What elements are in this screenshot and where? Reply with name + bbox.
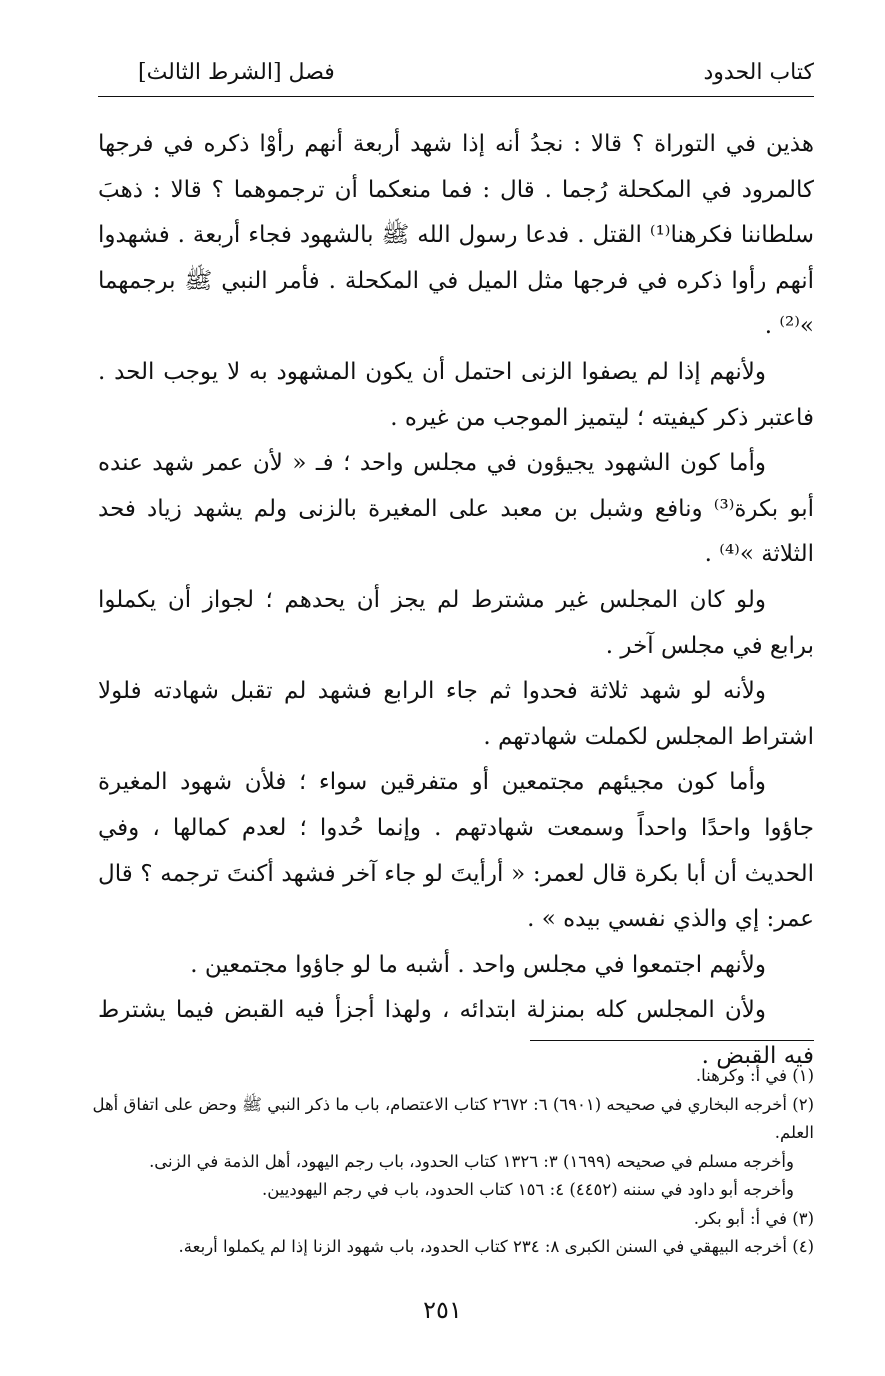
footnote: وأخرجه مسلم في صحيحه (١٦٩٩) ٣: ١٣٢٦ كتاب الحدود، باب رجم اليهود، أهل الذمة في الزنى. [149, 1151, 794, 1171]
paragraph: ولو كان المجلس غير مشترط لم يجز أن يحدهم ؛ لجواز أن يكملوا برابع في مجلس آخر . [98, 586, 814, 659]
page-number: ٢٥١ [423, 1296, 462, 1324]
footnote-divider [530, 1040, 814, 1041]
footnote: (٣) في أ: أبو بكر. [693, 1208, 814, 1228]
paragraph: ولأنه لو شهد ثلاثة فحدوا ثم جاء الرابع فشهد لم تقبل شهادته فلولا اشتراط المجلس لكملت شهادتهم . [98, 678, 814, 750]
paragraph: وأما كون مجيئهم مجتمعين أو متفرقين سواء ؛ فلأن شهود المغيرة جاؤوا واحدًا واحداً وسمعت شهادتهم . وإنما حُدوا ؛ لعدم كمالها ، وفي الحديث أن أبا بكرة قال لعمر: « أرأيتَ لو جاء آخر فشهد أكنتَ ترجمه ؟ قال عمر: إي والذي نفسي بيده » . [98, 769, 814, 933]
section-title: فصل [الشرط الثالث] [138, 60, 335, 85]
footnotes [92, 1062, 814, 1262]
paragraph: ولأنهم إذا لم يصفوا الزنى احتمل أن يكون المشهود به لا يوجب الحد . فاعتبر ذكر كيفيته ؛ ليتميز الموجب من غيره . [98, 358, 814, 431]
book-title: كتاب الحدود [703, 60, 814, 85]
footnote: وأخرجه أبو داود في سننه (٤٤٥٢) ٤: ١٥٦ كتاب الحدود، باب في رجم اليهوديين. [261, 1180, 794, 1199]
paragraph: ولأنهم اجتمعوا في مجلس واحد . أشبه ما لو جاؤوا مجتمعين . [190, 951, 766, 978]
footnote: (٢) أخرجه البخاري في صحيحه (٦٩٠١) ٦: ٢٦٧٢ كتاب الاعتصام، باب ما ذكر النبي ﷺ وحض على اتفاق أهل العلم. [92, 1094, 814, 1142]
footnote: (٤) أخرجه البيهقي في السنن الكبرى ٨: ٢٣٤ كتاب الحدود، باب شهود الزنا إذا لم يكملوا أربعة. [178, 1237, 814, 1256]
running-header [98, 56, 814, 97]
paragraph: ولأن المجلس كله بمنزلة ابتدائه ، ولهذا أجزأ فيه القبض فيما يشترط فيه القبض . [98, 997, 814, 1069]
paragraph: وأما كون الشهود يجيؤون في مجلس واحد ؛ فـ « لأن عمر شهد عنده أبو بكرة⁽³⁾ ونافع وشبل بن معبد على المغيرة بالزنى ولم يشهد زياد فحد الثلاثة »⁽⁴⁾ . [98, 450, 815, 568]
main-text [98, 122, 814, 1079]
footnote: (١) في أ: وكرهنا. [695, 1066, 814, 1085]
paragraph: هذين في التوراة ؟ قالا : نجدُ أنه إذا شهد أربعة أنهم رأوْا ذكره في فرجها كالمرود في المكحلة رُجما . قال : فما منعكما أن ترجموهما ؟ قالا : ذهبَ سلطاننا فكرهنا⁽¹⁾ القتل . فدعا رسول الله ﷺ بالشهود فجاء أربعة . فشهدوا أنهم رأوا ذكره في فرجها مثل الميل في المكحلة . فأمر النبي ﷺ برجمهما »⁽²⁾ . [98, 131, 814, 340]
